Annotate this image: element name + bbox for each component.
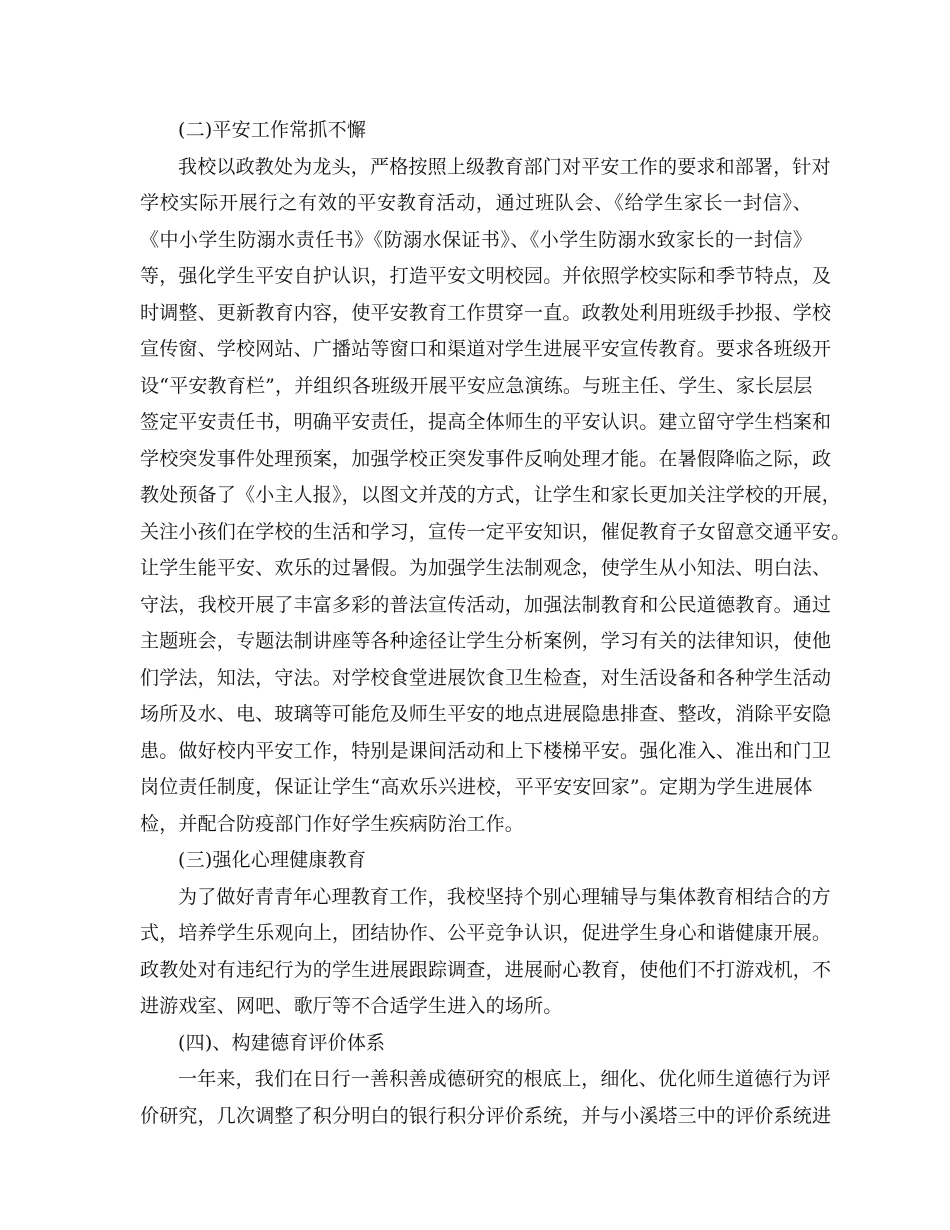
- paragraph-line: 式，培养学生乐观向上，团结协作、公平竞争认识，促进学生身心和谐健康开展。: [140, 922, 832, 944]
- paragraph-line: 签定平安责任书，明确平安责任，提高全体师生的平安认识。建立留守学生档案和: [140, 411, 832, 433]
- paragraph-line: 教处预备了《小主人报》，以图文并茂的方式，让学生和家长更加关注学校的开展，: [140, 484, 841, 506]
- paragraph-line: 们学法，知法，守法。对学校食堂进展饮食卫生检查，对生活设备和各种学生活动: [140, 666, 832, 689]
- paragraph-line: 学校实际开展行之有效的平安教育活动，通过班队会、《给学生家长一封信》、: [140, 192, 812, 214]
- paragraph-line: 价研究，几次调整了积分明白的银行积分评价系统，并与小溪塔三中的评价系统进: [140, 1104, 832, 1127]
- paragraph-line: 一年来，我们在日行一善积善成德研究的根底上，细化、优化师生道德行为评: [178, 1068, 831, 1090]
- paragraph-line: 为了做好青青年心理教育工作，我校坚持个别心理辅导与集体教育相结合的方: [178, 885, 831, 908]
- paragraph-line: 检，并配合防疫部门作好学生疾病防治工作。: [140, 812, 525, 835]
- section-heading-mental-health: (三)强化心理健康教育: [178, 849, 367, 871]
- paragraph-line: 我校以政教处为龙头，严格按照上级教育部门对平安工作的要求和部署，针对: [178, 155, 831, 178]
- paragraph-line: 患。做好校内平安工作，特别是课间活动和上下楼梯平安。强化准入、准出和门卫: [140, 739, 832, 762]
- paragraph-line: 场所及水、电、玻璃等可能危及师生平安的地点进展隐患排查、整改，消除平安隐: [140, 703, 832, 725]
- paragraph-line: 宣传窗、学校网站、广播站等窗口和渠道对学生进展平安宣传教育。要求各班级开: [140, 338, 832, 360]
- paragraph-line: 时调整、更新教育内容，使平安教育工作贯穿一直。政教处利用班级手抄报、学校: [140, 301, 832, 324]
- paragraph-line: 学校突发事件处理预案，加强学校正突发事件反响处理才能。在暑假降临之际，政: [140, 447, 832, 470]
- paragraph-line: 政教处对有违纪行为的学生进展跟踪调查，进展耐心教育，使他们不打游戏机，不: [140, 958, 832, 981]
- paragraph-line: 主题班会，专题法制讲座等各种途径让学生分析案例，学习有关的法律知识，使他: [140, 630, 832, 652]
- paragraph-line: 关注小孩们在学校的生活和学习，宣传一定平安知识，催促教育子女留意交通平安。: [140, 520, 851, 543]
- paragraph-line: 《中小学生防溺水责任书》《防溺水保证书》、《小学生防溺水致家长的一封信》: [140, 228, 812, 251]
- paragraph-line: 让学生能平安、欢乐的过暑假。为加强学生法制观念，使学生从小知法、明白法、: [140, 557, 832, 579]
- document-body: [140, 112, 851, 1134]
- section-heading-evaluation: (四)、构建德育评价体系: [178, 1031, 386, 1054]
- section-heading-safety: (二)平安工作常抓不懈: [178, 119, 367, 141]
- paragraph-line: 进游戏室、网吧、歌厅等不合适学生进入的场所。: [140, 995, 563, 1017]
- paragraph-line: 等，强化学生平安自护认识，打造平安文明校园。并依照学校实际和季节特点，及: [140, 265, 832, 287]
- paragraph-line: 岗位责任制度，保证让学生“高欢乐兴进校，平平安安回家”。定期为学生进展体: [140, 776, 813, 798]
- paragraph-line: 守法，我校开展了丰富多彩的普法宣传活动，加强法制教育和公民道德教育。通过: [140, 593, 832, 616]
- paragraph-line: 设“平安教育栏”，并组织各班级开展平安应急演练。与班主任、学生、家长层层: [140, 374, 813, 397]
